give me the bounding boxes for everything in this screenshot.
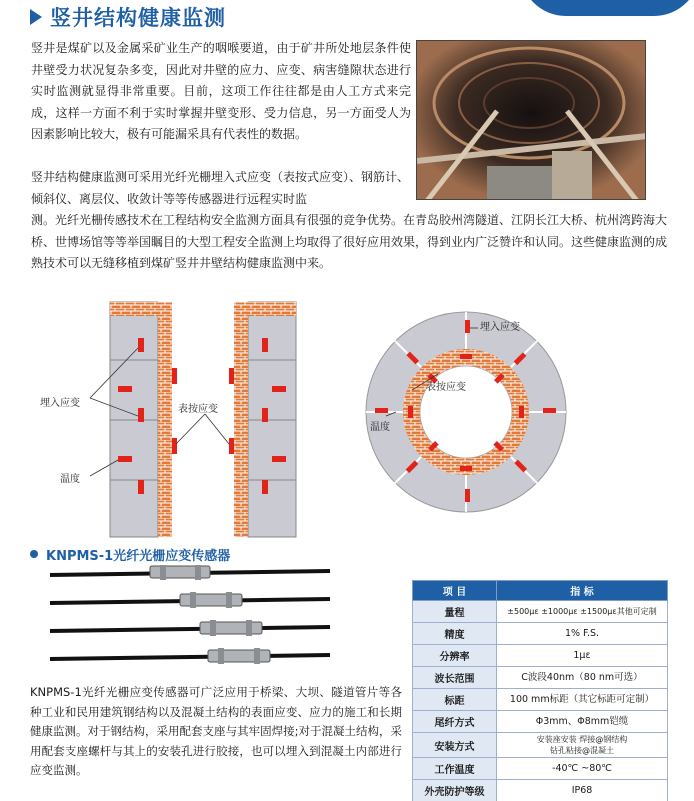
shaft-diagram-svg [0,290,694,540]
right-surface-sensor-1 [229,368,234,384]
left-temp-sensor-1 [118,386,132,392]
spec-key: 尾纤方式 [413,711,497,733]
intro-paragraph-2a: 竖井结构健康监测可采用光纤光栅埋入式应变（表按式应变）、钢筋计、倾斜仪、离层仪、收敛计等等传感器进行远程实时监 [31,170,410,206]
sensor-cable-4 [50,648,330,664]
ring-embed-sensor-n [465,320,470,333]
bullet-dot-icon [30,550,38,558]
ring-surface-sensor-e [519,406,524,418]
ring-surface-sensor-s [460,466,472,471]
spec-value: C波段40nm（80 nm可选） [497,667,668,689]
shaft-sensor-diagram [0,290,694,540]
left-embed-sensor-3 [138,480,144,494]
spec-key: 外壳防护等级 [413,780,497,801]
spec-value: 1με [497,645,668,667]
spec-value: Φ3mm、Φ8mm铠缆 [497,711,668,733]
spec-key: 波长范围 [413,667,497,689]
spec-value: ±500με ±1000με ±1500με其他可定制 [497,601,668,623]
sensor-cable-3 [50,620,330,636]
ring-label-embed: 埋入应变 [480,322,520,333]
spec-table [412,580,668,801]
spec-value: IP68 [497,780,668,801]
ring-label-surface: 表按应变 [426,382,466,393]
intro-paragraph-1: 竖井是煤矿以及金属采矿业生产的咽喉要道，由于矿井所处地层条件使井壁受力状况复杂多变，因此对井壁的应力、应变、病害缝隙状态进行实时监测就显得非常重要。目前，这项工作往往都是由人工方式来完成，这样一方面不利于实时掌握井壁变形、受力信息，另一方面受人为因素影响比较大，极有可能漏采具有代表性的数据。 [31,41,411,141]
shaft-photo [416,40,646,200]
table-row [413,780,668,801]
product-name: KNPMS-1光纤光栅应变传感器 [46,548,231,564]
left-label-embed: 埋入应变 [40,398,80,409]
table-row [413,667,668,689]
table-row [413,758,668,780]
triangle-bullet-icon [30,9,42,25]
right-wall-brick [234,302,248,537]
sensor-photos-svg [40,565,340,680]
sensor-cable-1 [50,565,330,580]
right-temp-sensor-2 [272,456,286,462]
right-embed-sensor-2 [262,408,268,422]
table-row [413,601,668,623]
left-temp-sensor-2 [118,456,132,462]
spec-value: 100 mm标距（其它标距可定制） [497,689,668,711]
left-wall-brick [158,302,172,537]
spec-key: 精度 [413,623,497,645]
spec-value: 1% F.S. [497,623,668,645]
right-embed-sensor-1 [262,338,268,352]
spec-key: 安装方式 [413,733,497,758]
right-temp-sensor-1 [272,386,286,392]
spec-value: -40℃ ~80℃ [497,758,668,780]
table-row [413,689,668,711]
left-embed-sensor-1 [138,338,144,352]
left-label-temp: 温度 [60,474,80,485]
sensor-photos [40,565,340,680]
left-surface-sensor-2 [172,438,177,454]
right-surface-sensor-2 [229,438,234,454]
table-row [413,645,668,667]
corner-decoration [520,0,694,16]
product-description: KNPMS-1光纤光栅应变传感器可广泛应用于桥梁、大坝、隧道管片等各种工业和民用建筑钢结构以及混凝土结构的表面应变、应力的施工和长期健康监测。对于钢结构，采用配套支座与其牢固焊接;对于混凝土结构，采用配套支座螺杆与其上的安装孔进行胶接，也可以埋入到混凝土内部进行应变监测。 [30,685,402,777]
shaft-photo-image [417,41,646,200]
table-row [413,733,668,758]
right-embed-sensor-3 [262,480,268,494]
intro-paragraph-2b: 测。光纤光栅传感技术在工程结构安全监测方面具有很强的竞争优势。在青岛胶州湾隧道、江阴长江大桥、杭州湾跨海大桥、世博场馆等等举国瞩目的大型工程安全监测上均取得了很好应用效果，得到业内广泛赞许和认同。这些健康监测的成熟技术可以无缝移植到煤矿竖井井壁结构健康监测中来。 [31,213,668,270]
spec-value: 安装座安装 焊接@钢结构 钻孔粘接@混凝土 [497,733,668,758]
table-row [413,623,668,645]
spec-key: 分辨率 [413,645,497,667]
sensor-cable-2 [50,592,330,608]
ring-embed-sensor-s [465,489,470,502]
left-surface-sensor-1 [172,368,177,384]
left-embed-sensor-2 [138,408,144,422]
spec-key: 工作温度 [413,758,497,780]
ring-surface-sensor-w [408,406,413,418]
spec-header-item: 项 目 [413,581,497,601]
left-label-surface: 表按应变 [178,404,218,415]
page-title-text: 竖井结构健康监测 [50,6,226,30]
ring-embed-sensor-w [375,408,388,413]
spec-key: 量程 [413,601,497,623]
product-heading [30,545,230,563]
spec-header-value: 指 标 [497,581,668,601]
ring-embed-sensor-e [543,408,556,413]
ring-surface-sensor-n [460,354,472,359]
page-title [30,4,226,30]
ring-label-temp: 温度 [370,422,390,433]
spec-key: 标距 [413,689,497,711]
table-row [413,711,668,733]
